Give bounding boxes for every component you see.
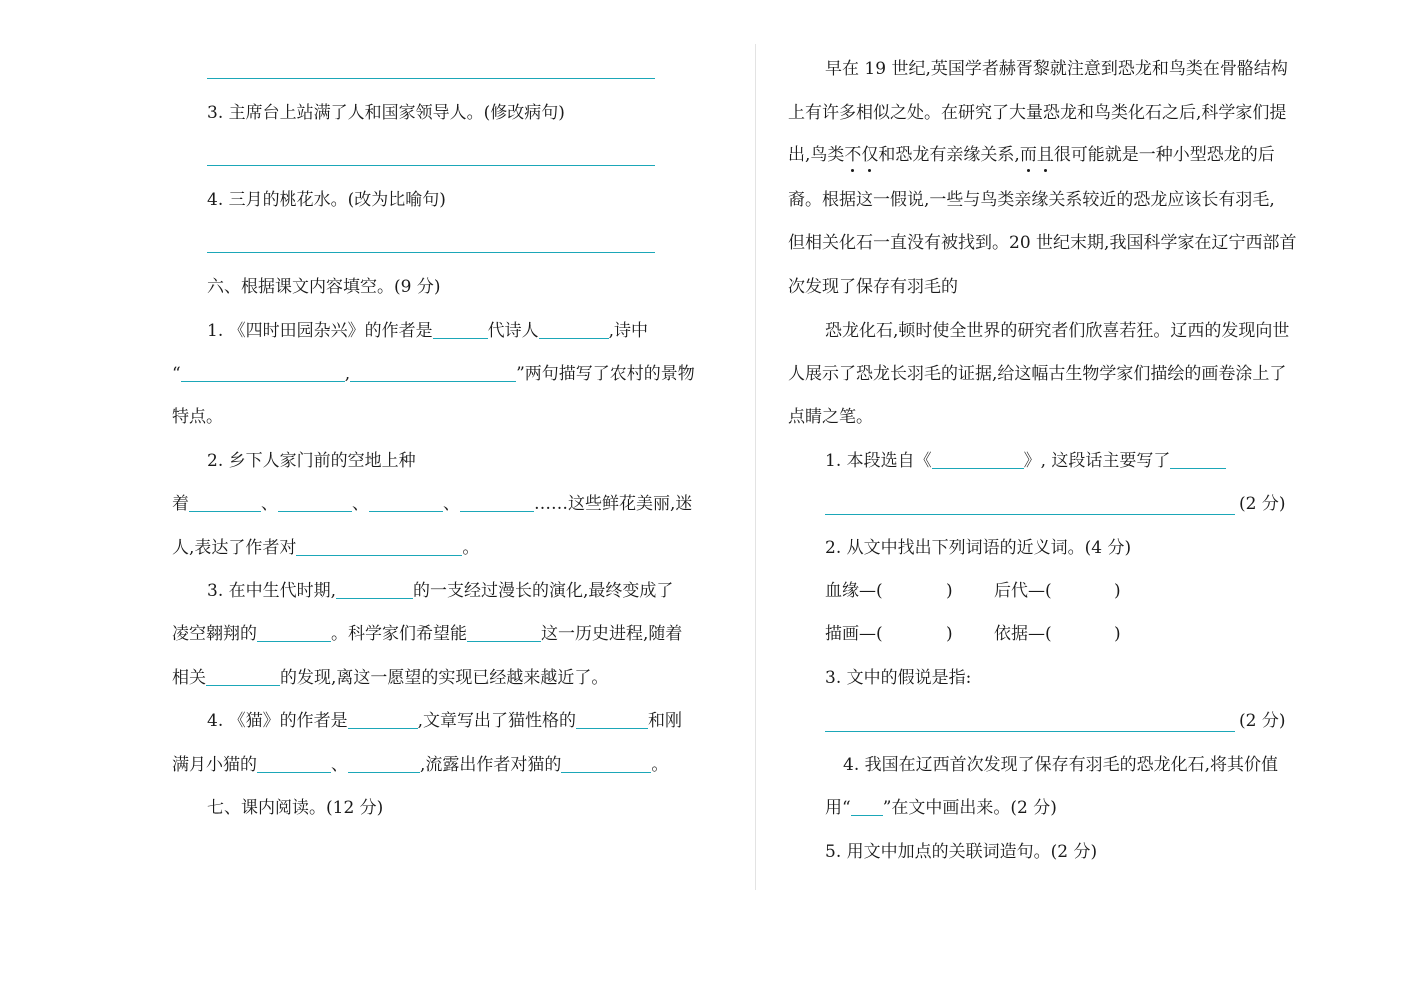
text: 人,表达了作者对: [172, 538, 297, 558]
question-6-2-line-3: [172, 536, 479, 560]
text: 、: [261, 494, 278, 514]
question-6-2-line-2: [172, 492, 692, 516]
question-6-3-line-1: [207, 579, 673, 603]
question-6-3-line-2: [172, 622, 682, 646]
passage-line-4: 裔。根据这一假说,一些与鸟类亲缘关系较近的恐龙应该长有羽毛,: [788, 190, 1275, 210]
blank[interactable]: [369, 493, 443, 512]
text: 很可能就是一种小型恐龙的后: [1053, 145, 1275, 165]
blank[interactable]: [932, 450, 1024, 469]
synonym-4-label: 依据—(: [994, 624, 1052, 644]
question-5-4: 4. 三月的桃花水。(改为比喻句): [207, 190, 446, 210]
dotted-char: 不: [844, 145, 862, 165]
blank[interactable]: [206, 667, 280, 686]
question-6-1-line-3: 特点。: [172, 407, 223, 427]
text: 。: [651, 755, 669, 775]
text: 凌空翱翔的: [172, 624, 257, 644]
answer-line[interactable]: [207, 165, 655, 166]
text: ,文章写出了猫性格的: [417, 711, 577, 731]
blank[interactable]: [257, 754, 331, 773]
question-6-2-line-1: 2. 乡下人家门前的空地上种: [207, 451, 416, 471]
text: 1. 本段选自《: [825, 451, 932, 471]
text: 的一支经过漫长的演化,最终变成了: [413, 581, 674, 601]
text: 代诗人: [487, 321, 539, 341]
question-5-3: 3. 主席台上站满了人和国家领导人。(修改病句): [207, 103, 565, 123]
synonym-1-label: 血缘—(: [825, 581, 883, 601]
blank[interactable]: [460, 493, 534, 512]
text: ,诗中: [608, 321, 649, 341]
text: 、: [443, 494, 460, 514]
passage-line-9: 点睛之笔。: [788, 407, 873, 427]
text: 和刚: [648, 711, 683, 731]
passage-line-5: 但相关化石一直没有被找到。20 世纪末期,我国科学家在辽宁西部首: [788, 233, 1297, 253]
column-divider: [755, 44, 756, 890]
text: 着: [172, 494, 189, 514]
blank[interactable]: [181, 363, 345, 382]
synonym-2-label: 后代—(: [994, 581, 1052, 601]
text: ,: [344, 364, 351, 384]
question-6-3-line-3: [172, 666, 608, 690]
text: ”在文中画出来。(2 分): [882, 798, 1057, 818]
blank[interactable]: [350, 363, 516, 382]
text: 和恐龙有亲缘关系,: [878, 145, 1020, 165]
text: 》, 这段话主要写了: [1023, 451, 1171, 471]
text: ”两句描写了农村的景物: [516, 364, 695, 384]
dotted-char: 而: [1019, 145, 1037, 165]
passage-line-1: 早在 19 世纪,英国学者赫胥黎就注意到恐龙和鸟类在骨骼结构: [825, 59, 1288, 79]
blank[interactable]: [278, 493, 352, 512]
text: 、: [352, 494, 369, 514]
passage-line-8: 人展示了恐龙长羽毛的证据,给这幅古生物学家们描绘的画卷涂上了: [788, 364, 1287, 384]
text: 出,鸟类: [788, 145, 845, 165]
question-6-1-line-1: [207, 319, 648, 343]
question-6-1-line-2: [172, 362, 695, 386]
answer-line[interactable]: [207, 252, 655, 253]
blank[interactable]: [257, 623, 331, 642]
question-7-4-line-1: 4. 我国在辽西首次发现了保存有羽毛的恐龙化石,将其价值: [843, 755, 1279, 775]
synonym-3-close: ): [946, 624, 953, 644]
passage-line-2: 上有许多相似之处。在研究了大量恐龙和鸟类化石之后,科学家们提: [788, 103, 1287, 123]
question-6-4-line-2: [172, 753, 668, 777]
text: ……这些鲜花美丽,迷: [534, 494, 693, 514]
section-6-heading: 六、根据课文内容填空。(9 分): [207, 277, 441, 297]
blank[interactable]: [539, 320, 609, 339]
blank[interactable]: [296, 537, 462, 556]
answer-line[interactable]: [207, 78, 655, 79]
blank[interactable]: [336, 580, 413, 599]
question-7-1: [825, 449, 1226, 473]
blank[interactable]: [561, 754, 651, 773]
question-7-3: 3. 文中的假说是指:: [825, 668, 972, 688]
blank[interactable]: [467, 623, 541, 642]
blank[interactable]: [576, 710, 648, 729]
passage-line-7: 恐龙化石,顿时使全世界的研究者们欣喜若狂。辽西的发现向世: [825, 321, 1290, 341]
answer-line[interactable]: [825, 731, 1235, 732]
text: 相关: [172, 668, 206, 688]
answer-line[interactable]: [825, 514, 1235, 515]
blank[interactable]: [851, 797, 883, 816]
text: 用“: [825, 798, 851, 818]
blank[interactable]: [348, 754, 420, 773]
text: 这一历史进程,随着: [541, 624, 683, 644]
text: 1. 《四时田园杂兴》的作者是: [207, 321, 433, 341]
score: (2 分): [1239, 711, 1286, 731]
text: “: [172, 364, 181, 384]
passage-line-3: [788, 143, 1275, 167]
score: (2 分): [1239, 494, 1286, 514]
synonym-1-close: ): [946, 581, 953, 601]
text: 3. 在中生代时期,: [207, 581, 337, 601]
question-7-4-line-2: [825, 796, 1057, 820]
question-7-2: 2. 从文中找出下列词语的近义词。(4 分): [825, 538, 1132, 558]
synonym-4-close: ): [1114, 624, 1121, 644]
blank[interactable]: [348, 710, 418, 729]
question-6-4-line-1: [207, 709, 682, 733]
passage-line-6: 次发现了保存有羽毛的: [788, 277, 958, 297]
text: 的发现,离这一愿望的实现已经越来越近了。: [280, 668, 609, 688]
question-7-5: 5. 用文中加点的关联词造句。(2 分): [825, 842, 1098, 862]
blank[interactable]: [189, 493, 261, 512]
text: 满月小猫的: [172, 755, 257, 775]
text: 4. 《猫》的作者是: [207, 711, 348, 731]
synonym-2-close: ): [1114, 581, 1121, 601]
blank[interactable]: [1170, 450, 1226, 469]
dotted-char: 仅: [861, 145, 879, 165]
text: 。: [462, 538, 480, 558]
text: ,流露出作者对猫的: [420, 755, 562, 775]
blank[interactable]: [433, 320, 488, 339]
section-7-heading: 七、课内阅读。(12 分): [207, 798, 384, 818]
synonym-3-label: 描画—(: [825, 624, 883, 644]
text: 、: [331, 755, 348, 775]
text: 。科学家们希望能: [331, 624, 467, 644]
dotted-char: 且: [1036, 145, 1054, 165]
